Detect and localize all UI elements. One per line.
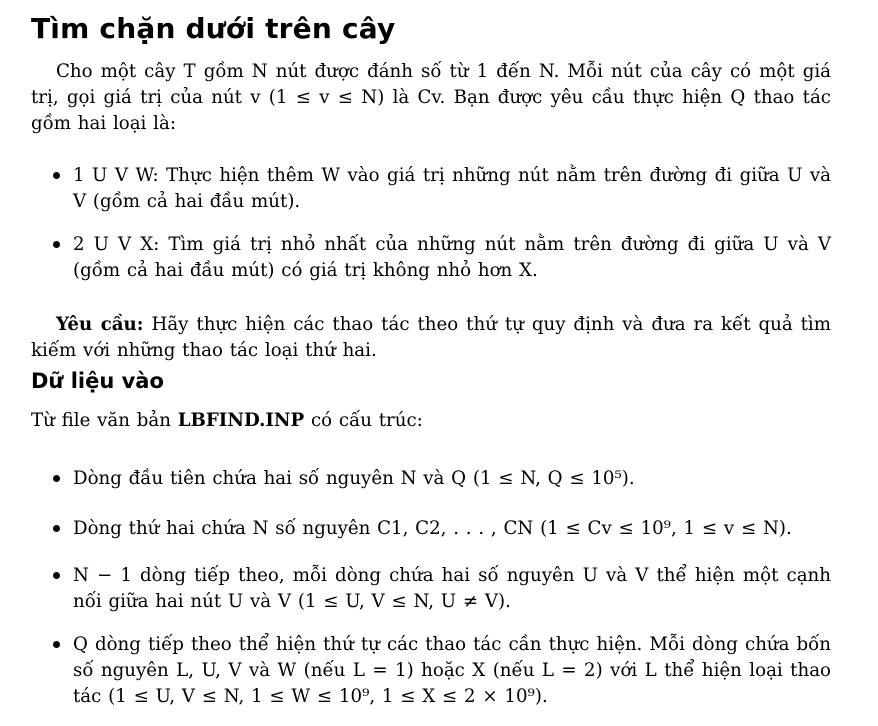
input-intro-suffix: có cấu trúc: [311,410,423,431]
bullet-icon [53,525,60,532]
input-file-name: LBFIND.INP [177,410,305,431]
bullet-icon [53,241,60,248]
input-line-2: Dòng thứ hai chứa N số nguyên C1, C2, . . . , CN (1 ≤ Cv ≤ 10⁹, 1 ≤ v ≤ N). [73,518,792,539]
list-item [73,163,831,215]
bullet-icon [53,475,60,482]
bullet-icon [53,572,60,579]
requirement-paragraph [31,312,831,364]
input-section-title: Dữ liệu vào [31,369,164,393]
list-item [73,232,831,284]
input-line-1: Dòng đầu tiên chứa hai số nguyên N và Q (1 ≤ N, Q ≤ 10⁵). [73,468,635,489]
bullet-icon [53,641,60,648]
bullet-icon [53,172,60,179]
intro-paragraph: Cho một cây T gồm N nút được đánh số từ 1 đến N. Mỗi nút của cây có một giá trị, gọi giá trị của nút v (1 ≤ v ≤ N) là Cv. Bạn được yêu cầu thực hiện Q thao tác gồm hai loại là: [31,61,831,134]
list-item [73,563,831,615]
input-intro-prefix: Từ file văn bản [31,410,171,431]
input-line-3: N − 1 dòng tiếp theo, mỗi dòng chứa hai số nguyên U và V thể hiện một cạnh nối giữa hai nút U và V (1 ≤ U, V ≤ N, U ≠ V). [73,565,831,612]
requirement-label: Yêu cầu: [56,314,144,335]
list-item [73,466,831,492]
requirement-text: Hãy thực hiện các thao tác theo thứ tự quy định và đưa ra kết quả tìm kiếm với những thao tác loại thứ hai. [31,314,831,361]
problem-title: Tìm chặn dưới trên cây [31,12,396,45]
operation-2-text: 2 U V X: Tìm giá trị nhỏ nhất của những nút nằm trên đường đi giữa U và V (gồm cả hai đầu mút) có giá trị không nhỏ hơn X. [73,234,831,281]
list-item [73,516,831,542]
list-item [73,632,831,710]
input-intro [31,408,831,434]
operation-1-text: 1 U V W: Thực hiện thêm W vào giá trị những nút nằm trên đường đi giữa U và V (gồm cả hai đầu mút). [73,165,831,212]
input-line-4: Q dòng tiếp theo thể hiện thứ tự các thao tác cần thực hiện. Mỗi dòng chứa bốn số nguyên L, U, V và W (nếu L = 1) hoặc X (nếu L = 2) với L thể hiện loại thao tác (1 ≤ U, V ≤ N, 1 ≤ W ≤ 10⁹, 1 ≤ X ≤ 2 × 10⁹). [73,634,831,707]
